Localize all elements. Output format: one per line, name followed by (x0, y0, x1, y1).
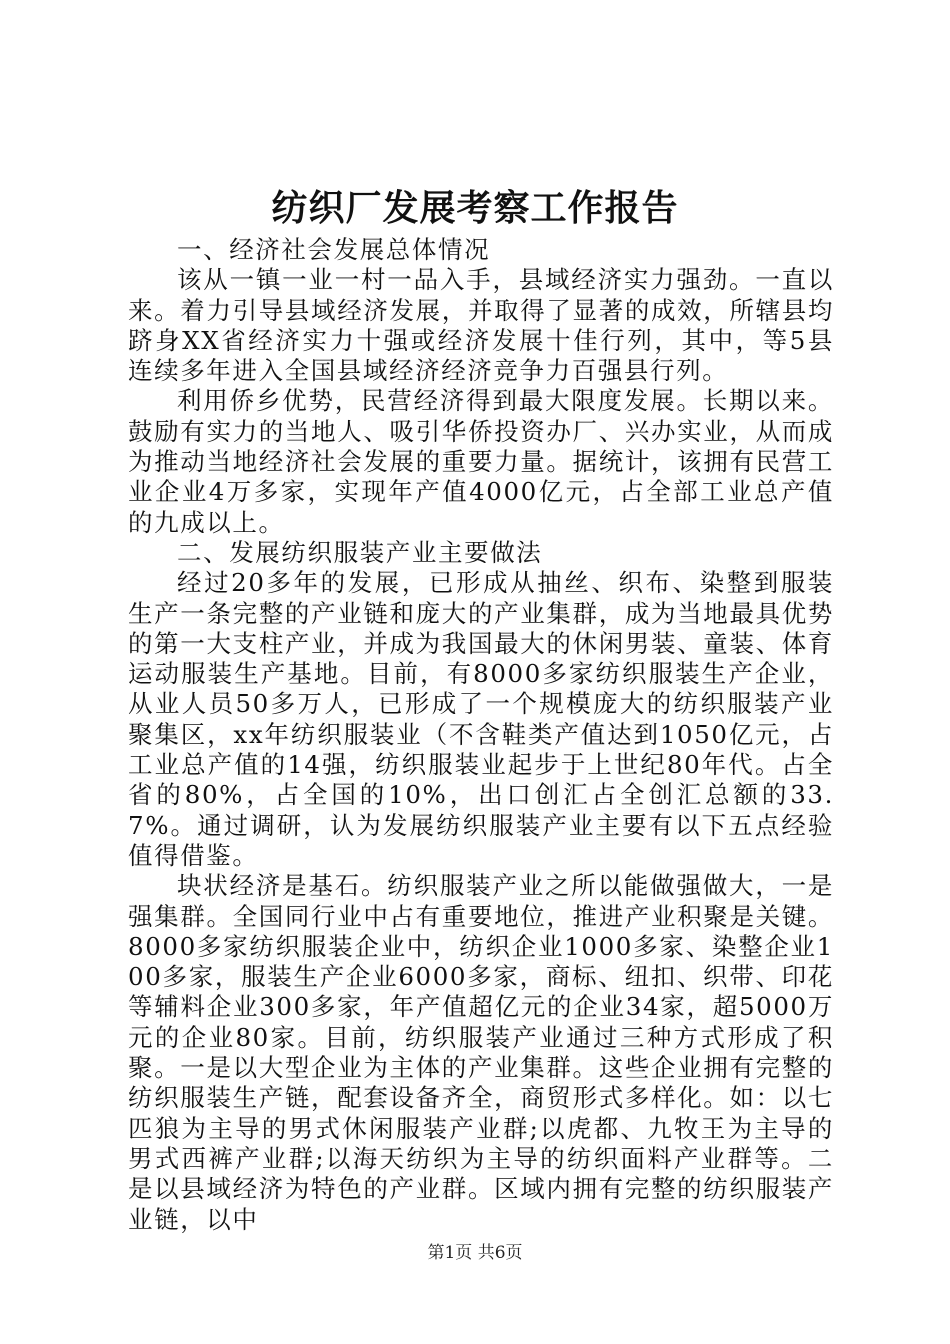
page-number-footer: 第1页 共6页 (427, 1243, 523, 1263)
paragraph-2: 利用侨乡优势，民营经济得到最大限度发展。长期以来。鼓励有实力的当地人、吸引华侨投资办厂、兴办实业，从而成为推动当地经济社会发展的重要力量。据统计，该拥有民营工业企业4万多家，实现年产值4000亿元，占全部工业总产值的九成以上。 (128, 386, 834, 537)
document-title: 纺织厂发展考察工作报告 (271, 187, 679, 229)
paragraph-3: 经过20多年的发展，已形成从抽丝、织布、染整到服装生产一条完整的产业链和庞大的产业集群，成为当地最具优势的第一大支柱产业，并成为我国最大的休闲男装、童装、体育运动服装生产基地。目前，有8000多家纺织服装生产企业，从业人员50多万人，已形成了一个规模庞大的纺织服装产业聚集区，xx年纺织服装业（不含鞋类产值达到1050亿元，占工业总产值的14强，纺织服装业起步于上世纪80年代。占全省的80%，占全国的10%，出口创汇占全创汇总额的33.7%。通过调研，认为发展纺织服装产业主要有以下五点经验值得借鉴。 (128, 568, 834, 870)
paragraph-1: 该从一镇一业一村一品入手，县域经济实力强劲。一直以来。着力引导县域经济发展，并取得了显著的成效，所辖县均跻身XX省经济实力十强或经济发展十佳行列，其中，等5县连续多年进入全国县域经济经济竞争力百强县行列。 (128, 265, 834, 386)
paragraph-4: 块状经济是基石。纺织服装产业之所以能做强做大，一是强集群。全国同行业中占有重要地位，推进产业积聚是关键。8000多家纺织服装企业中，纺织企业1000多家、染整企业100多家，服装生产企业6000多家，商标、纽扣、织带、印花等辅料企业300多家，年产值超亿元的企业34家，超5000万元的企业80家。目前，纺织服装产业通过三种方式形成了积聚。一是以大型企业为主体的产业集群。这些企业拥有完整的纺织服装生产链，配套设备齐全，商贸形式多样化。如：以七匹狼为主导的男式休闲服装产业群;以虎都、九牧王为主导的男式西裤产业群;以海天纺织为主导的纺织面料产业群等。二是以县域经济为特色的产业群。区域内拥有完整的纺织服装产业链，以中 (128, 871, 834, 1234)
document-body (128, 235, 834, 1235)
section-heading-1: 一、经济社会发展总体情况 (177, 235, 491, 264)
section-heading-2: 二、发展纺织服装产业主要做法 (177, 537, 543, 567)
